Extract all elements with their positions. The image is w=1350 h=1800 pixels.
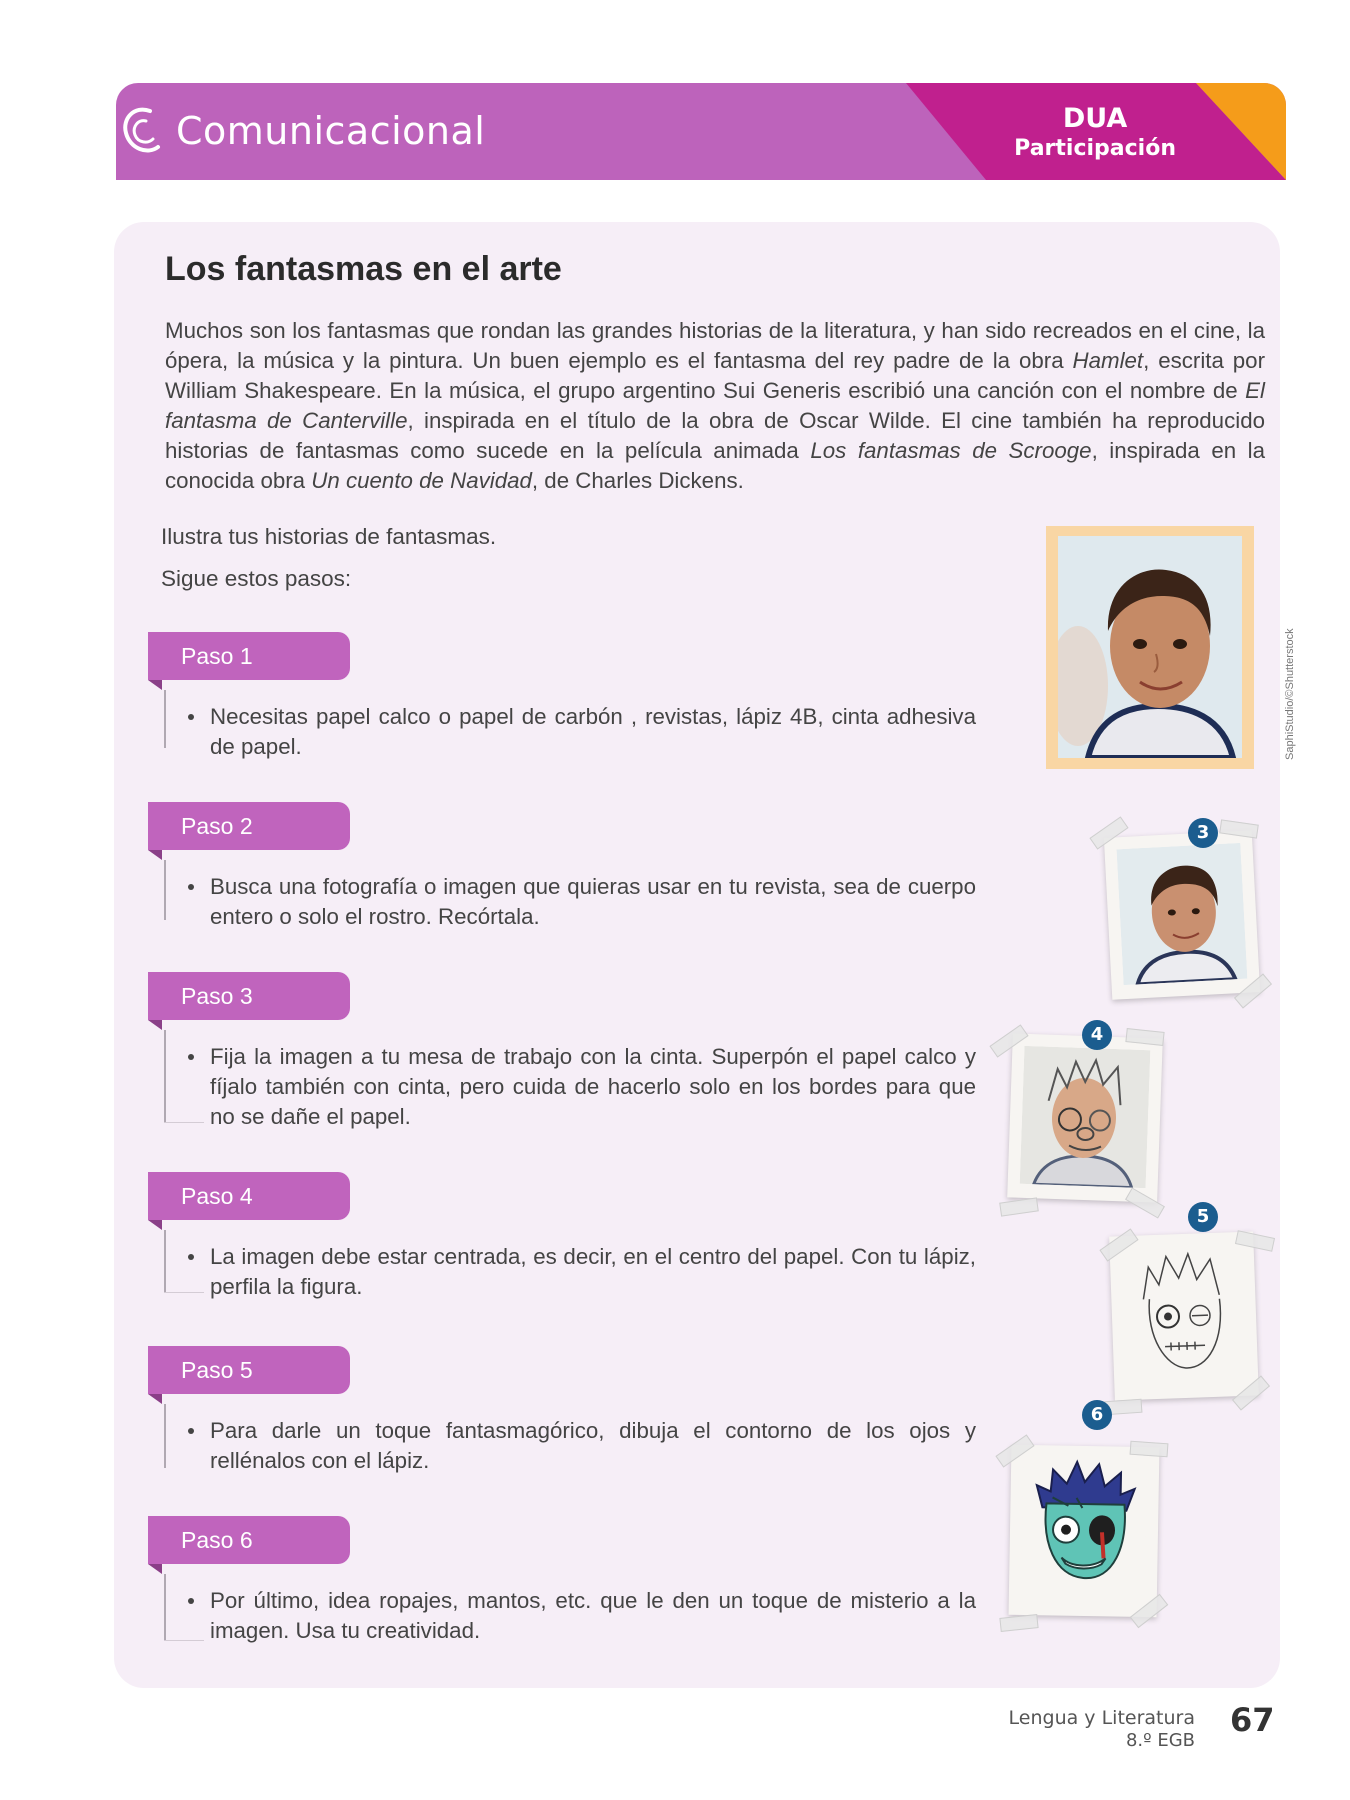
zombie-face-icon	[1021, 1457, 1147, 1603]
step-tab-fold	[148, 1020, 162, 1030]
dua-title: DUA	[1062, 103, 1128, 134]
dua-subtitle: Participación	[1014, 136, 1176, 161]
step-4	[148, 1172, 978, 1302]
polaroid-step-6	[1009, 1445, 1160, 1618]
step-rule	[164, 690, 166, 748]
section-banner	[116, 83, 1286, 180]
step-rule	[164, 1230, 166, 1292]
intro-text: , de Charles Dickens.	[531, 468, 744, 493]
section-title: Comunicacional	[176, 109, 486, 153]
figure-badge-4: 4	[1082, 1020, 1112, 1050]
work-title: Un cuento de Navidad	[311, 468, 532, 493]
lead-steps: Sigue estos pasos:	[161, 566, 352, 591]
intro-text: , inspirada en la conocida obra	[165, 438, 1265, 493]
step-tab	[148, 1516, 350, 1564]
ghost-sketch-icon	[1122, 1244, 1247, 1386]
step-text: Busca una fotografía o imagen que quieras usar en tu revista, sea de cuerpo entero o solo el rostro. Recórtala.	[210, 872, 976, 932]
step-tab-fold	[148, 850, 162, 860]
polaroid-photo	[1021, 1457, 1147, 1603]
step-rule-bottom	[164, 1292, 204, 1293]
work-title: Los fantasmas de Scrooge	[810, 438, 1092, 463]
step-tab-fold	[148, 1564, 162, 1574]
boy-photo-frame	[1046, 526, 1254, 769]
comunicacional-logo-icon	[116, 97, 166, 167]
polaroid-photo	[1020, 1046, 1151, 1188]
step-text: La imagen debe estar centrada, es decir, en el centro del papel. Con tu lápiz, perfila la figura.	[210, 1242, 976, 1302]
step-rule	[164, 860, 166, 920]
article-title: Los fantasmas en el arte	[165, 250, 562, 288]
step-text: Necesitas papel calco o papel de carbón , revistas, lápiz 4B, cinta adhesiva de papel.	[210, 702, 976, 762]
traced-face-icon	[1020, 1046, 1151, 1188]
step-tab	[148, 972, 350, 1020]
step-rule	[164, 1030, 166, 1122]
step-tab	[148, 632, 350, 680]
step-rule-bottom	[164, 1122, 204, 1123]
step-label: Paso 2	[181, 813, 253, 839]
step-6	[148, 1516, 978, 1646]
photo-credit: SaphiStudio/©Shutterstock	[1284, 628, 1296, 760]
step-tab-fold	[148, 1220, 162, 1230]
boy-face-icon	[1058, 536, 1242, 758]
boy-face-icon	[1116, 843, 1247, 985]
step-5	[148, 1346, 978, 1476]
polaroid-step-3	[1104, 830, 1260, 1000]
boy-photo	[1058, 536, 1242, 758]
step-rule	[164, 1574, 166, 1640]
step-tab-fold	[148, 680, 162, 690]
figure-badge-3: 3	[1188, 818, 1218, 848]
step-tab-fold	[148, 1394, 162, 1404]
polaroid-photo	[1122, 1244, 1247, 1386]
step-label: Paso 4	[181, 1183, 253, 1209]
step-label: Paso 5	[181, 1357, 253, 1383]
lead-instruction: Ilustra tus historias de fantasmas.	[161, 524, 497, 549]
polaroid-step-5	[1109, 1232, 1259, 1401]
footer-grade: 8.º EGB	[1125, 1730, 1195, 1751]
step-rule-bottom	[164, 1640, 204, 1641]
polaroid-photo	[1116, 843, 1247, 985]
step-1	[148, 632, 978, 759]
polaroid-step-4	[1007, 1033, 1163, 1202]
step-tab	[148, 1346, 350, 1394]
tape	[1130, 1441, 1169, 1458]
intro-text: Muchos son los fantasmas que rondan las grandes historias de la literatura, y han sido recreados en el cine, la ópera, la música y la pintura. Un buen ejemplo es el fantasma del rey padre de la obra	[165, 318, 1265, 373]
article-intro	[165, 316, 1265, 496]
figure-badge-6: 6	[1082, 1400, 1112, 1430]
dua-label	[1014, 103, 1176, 161]
intro-text: , escrita por William Shakespeare. En la música, el grupo argentino Sui Generis escribió una canción con el nombre de	[165, 348, 1266, 403]
footer-subject: Lengua y Literatura	[1008, 1707, 1195, 1729]
step-text: Fija la imagen a tu mesa de trabajo con la cinta. Superpón el papel calco y fíjalo también con cinta, pero cuida de hacerlo solo en los bordes para que no se dañe el papel.	[210, 1042, 976, 1132]
page-number: 67	[1230, 1701, 1275, 1739]
step-label: Paso 1	[181, 643, 253, 669]
step-tab	[148, 1172, 350, 1220]
step-2	[148, 802, 978, 929]
work-title: El fantasma de Canterville	[165, 378, 1265, 433]
intro-text: , inspirada en el título de la obra de Oscar Wilde. El cine también ha reproducido historias de fantasmas como sucede en la película animada	[165, 408, 1265, 463]
step-rule	[164, 1404, 166, 1468]
figure-badge-5: 5	[1188, 1202, 1218, 1232]
step-label: Paso 3	[181, 983, 253, 1009]
step-tab	[148, 802, 350, 850]
step-label: Paso 6	[181, 1527, 253, 1553]
step-3	[148, 972, 978, 1132]
step-text: Por último, idea ropajes, mantos, etc. que le den un toque de misterio a la imagen. Usa tu creatividad.	[210, 1586, 976, 1646]
work-title: Hamlet	[1072, 348, 1144, 373]
step-text: Para darle un toque fantasmagórico, dibuja el contorno de los ojos y rellénalos con el lápiz.	[210, 1416, 976, 1476]
